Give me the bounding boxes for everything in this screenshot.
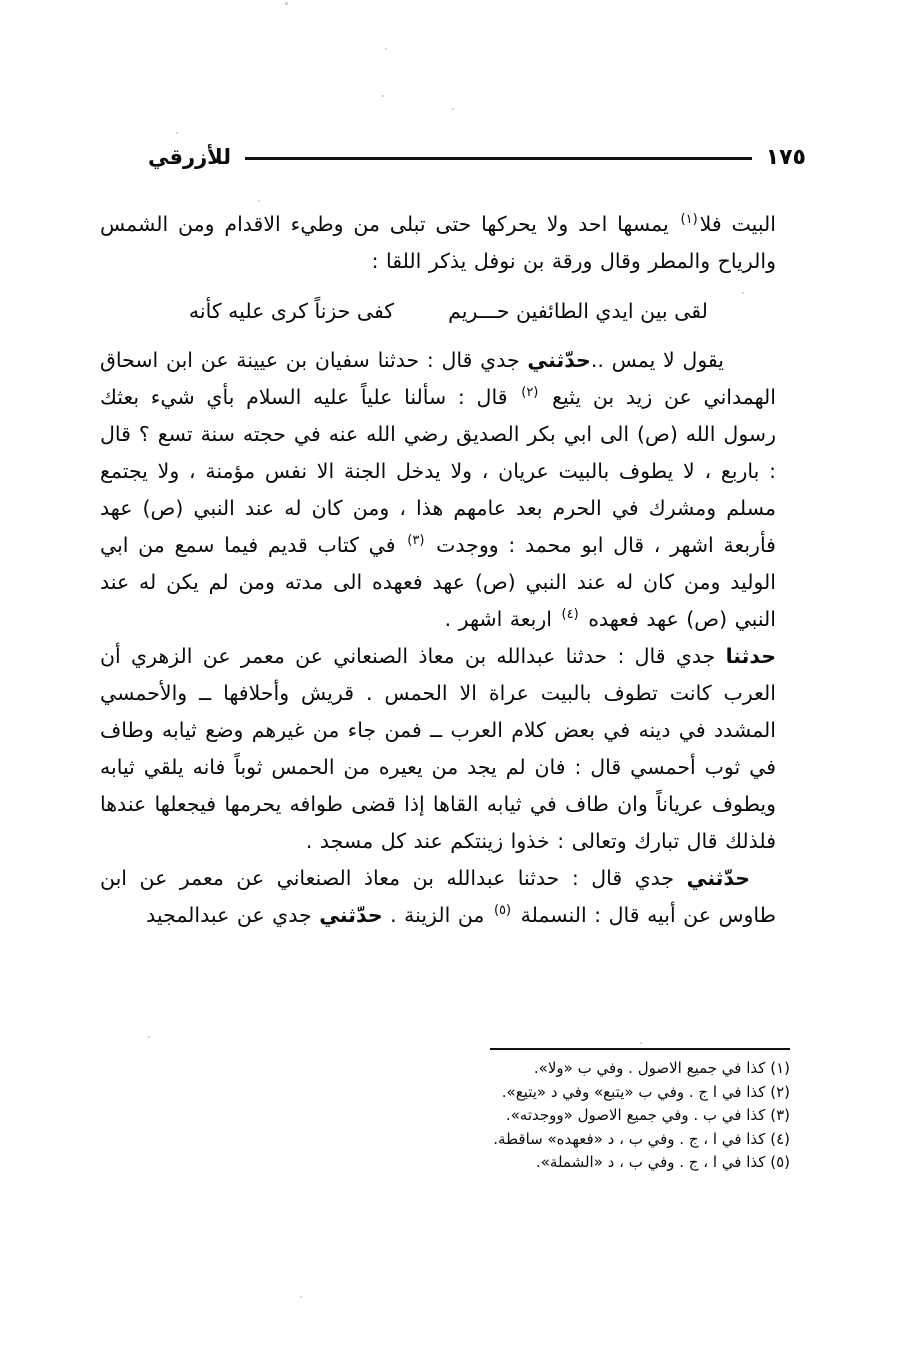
footnote-item bbox=[488, 1057, 790, 1081]
scan-speckle bbox=[258, 200, 260, 202]
footnote-text: كذا في ا ، ج . وفي ب ، د «فعهده» ساقطة. bbox=[493, 1129, 766, 1148]
paragraph-2-segment-c: في كتاب قديم فيما سمع من ابي الوليد ومن كان له عند النبي (ص) عهد فعهده الى مدته ومن لم يكن له عند النبي (ص) عهد فعهده bbox=[100, 533, 776, 631]
paragraph-4 bbox=[100, 860, 776, 934]
scan-speckle bbox=[640, 1042, 642, 1044]
running-head-rule bbox=[245, 157, 752, 160]
paragraph-1-after-ref: يمسها احد ولا يحركها حتى تبلى من وطيء الاقدام ومن الشمس والرياح والمطر وقال ورقة بن نوفل يذكر اللقا : bbox=[100, 212, 776, 273]
footnote-text: كذا في جميع الاصول . وفي ب «ولا». bbox=[533, 1059, 766, 1077]
scan-speckle bbox=[385, 48, 387, 50]
footnote-item bbox=[488, 1151, 790, 1175]
footnote-marker: (٢) bbox=[770, 1082, 790, 1101]
footnote-item bbox=[488, 1104, 790, 1128]
running-head-title: للأزرقي bbox=[148, 145, 232, 169]
paragraph-2-opening: يقول لا يمس .. bbox=[590, 348, 724, 372]
paragraph-3 bbox=[100, 638, 776, 860]
footnote-item bbox=[488, 1081, 790, 1105]
footnote-ref-1[interactable]: (١) bbox=[680, 212, 698, 228]
footnote-ref-2[interactable]: (٢) bbox=[521, 385, 539, 401]
paragraph-1-before-ref: البيت فلا bbox=[699, 212, 776, 236]
paragraph-1 bbox=[100, 206, 776, 280]
footnote-text: كذا في ا ج . وفي ب «يتبع» وفي د «يتيع». bbox=[501, 1082, 766, 1101]
footnote-item bbox=[488, 1128, 790, 1152]
scan-speckle bbox=[452, 108, 454, 110]
footnote-marker: (٥) bbox=[770, 1153, 790, 1171]
footnote-ref-3[interactable]: (٣) bbox=[407, 533, 425, 549]
isnad-term-haddathana: حدثنا bbox=[725, 644, 776, 668]
paragraph-2-segment-d: اربعة اشهر . bbox=[444, 607, 552, 631]
footnotes-section bbox=[488, 1048, 790, 1175]
isnad-term-haddathani-1: حدّثني bbox=[527, 348, 591, 372]
scan-speckle bbox=[300, 1296, 302, 1298]
verse-hemistich-left: لقى بين ايدي الطائفين حـــريم bbox=[448, 299, 708, 323]
body-text bbox=[100, 206, 776, 934]
footnote-ref-4[interactable]: (٤) bbox=[561, 607, 579, 623]
page-number: ١٧٥ bbox=[765, 144, 806, 170]
paragraph-3-text: جدي قال : حدثنا عبدالله بن معاذ الصنعاني عن معمر عن الزهري أن العرب كانت تطوف بالبيت عراة الا الحمس . قريش وأحلافها ــ والأحمسي المشدد في دينه في بعض كلام العرب ــ فمن جاء من غيرهم وضع ثيابه وطاف في ثوب أحمسي قال : فان لم يجد من يعيره من الحمس ثوباً فانه يلقي ثيابه ويطوف عرياناً وان طاف في ثيابه القاها إذا قضى طوافه يحرمها فيجعلها عندها فلذلك قال تبارك وتعالى : خذوا زينتكم عند كل مسجد . bbox=[100, 644, 776, 853]
footnote-list bbox=[488, 1057, 790, 1175]
running-head bbox=[148, 142, 806, 176]
footnote-marker: (١) bbox=[770, 1059, 790, 1077]
footnote-marker: (٣) bbox=[770, 1106, 790, 1124]
footnote-separator-rule bbox=[490, 1048, 790, 1050]
footnote-marker: (٤) bbox=[770, 1129, 790, 1148]
footnote-text: كذا في ا ، ج . وفي ب ، د «الشملة». bbox=[535, 1153, 766, 1171]
isnad-term-haddathani-3: حدّثني bbox=[319, 903, 383, 927]
scan-speckle bbox=[148, 1036, 150, 1038]
footnote-text: كذا في ب . وفي جميع الاصول «ووجدته». bbox=[505, 1106, 766, 1124]
isnad-term-haddathani-2: حدّثني bbox=[686, 866, 750, 890]
paragraph-4-segment-b: من الزينة . bbox=[390, 903, 485, 927]
scan-speckle bbox=[285, 2, 288, 5]
scan-speckle bbox=[382, 95, 384, 97]
paragraph-4-segment-a: جدي قال : حدثنا عبدالله بن معاذ الصنعاني عن معمر عن ابن طاوس عن أبيه قال : النسملة bbox=[100, 866, 776, 927]
verse-hemistich-right: كفى حزناً كرى عليه كأنه bbox=[188, 299, 395, 323]
paragraph-4-segment-c: جدي عن عبدالمجيد bbox=[146, 903, 312, 927]
poetry-verse bbox=[100, 294, 776, 328]
paragraph-2-segment-b: قال : سألنا علياً عليه السلام بأي شيء بعثك رسول الله (ص) الى ابي بكر الصديق رضي الله عنه في حجته سنة تسع ؟ قال : باربع ، لا يطوف بالبيت عريان ، ولا يدخل الجنة الا نفس مؤمنة ، ولا يجتمع مسلم ومشرك في الحرم بعد عامهم هذا ، ومن كان له عند النبي (ص) عهد فأربعة اشهر ، قال ابو محمد : ووجدت bbox=[100, 385, 776, 557]
paragraph-2 bbox=[100, 342, 776, 638]
scan-speckle bbox=[176, 132, 178, 134]
footnote-ref-5[interactable]: (٥) bbox=[493, 903, 512, 919]
paragraph-2-segment-a: جدي قال : حدثنا سفيان بن عيينة عن ابن اسحاق الهمداني عن زيد بن يثيع bbox=[100, 348, 776, 409]
